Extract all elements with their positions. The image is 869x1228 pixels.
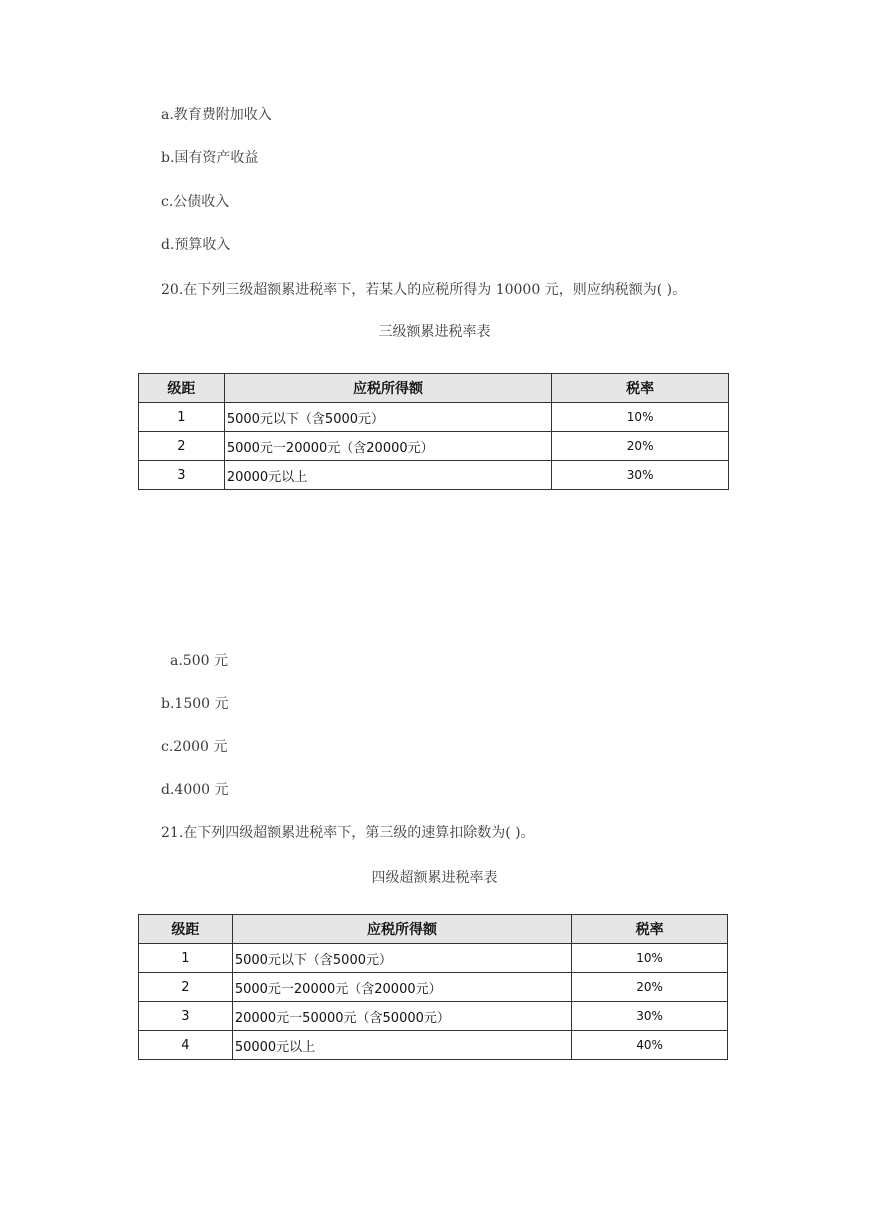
cell-rate: 20% xyxy=(572,973,728,1002)
table-header-row xyxy=(139,374,729,403)
header-taxable-income: 应税所得额 xyxy=(224,374,551,403)
option-b: b.国有资产收益 xyxy=(161,150,259,166)
cell-bracket: 3 xyxy=(139,461,225,490)
table-row xyxy=(139,1031,728,1060)
table-row xyxy=(139,432,729,461)
option-a: a.教育费附加收入 xyxy=(161,107,272,123)
tax-table-four-level xyxy=(138,914,728,1060)
cell-income: 5000元以下（含5000元） xyxy=(224,403,551,432)
option-b: b.1500 元 xyxy=(161,696,229,712)
table-row xyxy=(139,461,729,490)
cell-bracket: 2 xyxy=(139,432,225,461)
question-21: 21.在下列四级超额累进税率下，第三级的速算扣除数为( )。 xyxy=(161,825,535,841)
cell-income: 5000元一20000元（含20000元） xyxy=(232,973,571,1002)
cell-bracket: 1 xyxy=(139,403,225,432)
table-header-row xyxy=(139,915,728,944)
cell-bracket: 1 xyxy=(139,944,233,973)
cell-rate: 10% xyxy=(572,944,728,973)
table-row xyxy=(139,944,728,973)
table-row xyxy=(139,1002,728,1031)
cell-rate: 30% xyxy=(552,461,729,490)
cell-income: 5000元一20000元（含20000元） xyxy=(224,432,551,461)
question-20: 20.在下列三级超额累进税率下，若某人的应税所得为 10000 元，则应纳税额为( )。 xyxy=(161,282,687,298)
cell-income: 50000元以上 xyxy=(232,1031,571,1060)
option-d: d.预算收入 xyxy=(161,237,231,253)
cell-income: 20000元以上 xyxy=(224,461,551,490)
cell-bracket: 3 xyxy=(139,1002,233,1031)
cell-rate: 10% xyxy=(552,403,729,432)
cell-bracket: 2 xyxy=(139,973,233,1002)
header-bracket: 级距 xyxy=(139,915,233,944)
header-bracket: 级距 xyxy=(139,374,225,403)
table-title-three-level: 三级额累进税率表 xyxy=(378,324,491,340)
cell-income: 20000元一50000元（含50000元） xyxy=(232,1002,571,1031)
cell-rate: 40% xyxy=(572,1031,728,1060)
option-c: c.2000 元 xyxy=(161,739,228,755)
header-tax-rate: 税率 xyxy=(572,915,728,944)
header-taxable-income: 应税所得额 xyxy=(232,915,571,944)
table-row xyxy=(139,403,729,432)
cell-income: 5000元以下（含5000元） xyxy=(232,944,571,973)
tax-table-three-level xyxy=(138,373,729,490)
cell-bracket: 4 xyxy=(139,1031,233,1060)
option-c: c.公债收入 xyxy=(161,194,230,210)
table-row xyxy=(139,973,728,1002)
cell-rate: 30% xyxy=(572,1002,728,1031)
option-a: a.500 元 xyxy=(170,653,228,669)
option-d: d.4000 元 xyxy=(161,782,229,798)
cell-rate: 20% xyxy=(552,432,729,461)
header-tax-rate: 税率 xyxy=(552,374,729,403)
table-title-four-level: 四级超额累进税率表 xyxy=(371,870,498,886)
